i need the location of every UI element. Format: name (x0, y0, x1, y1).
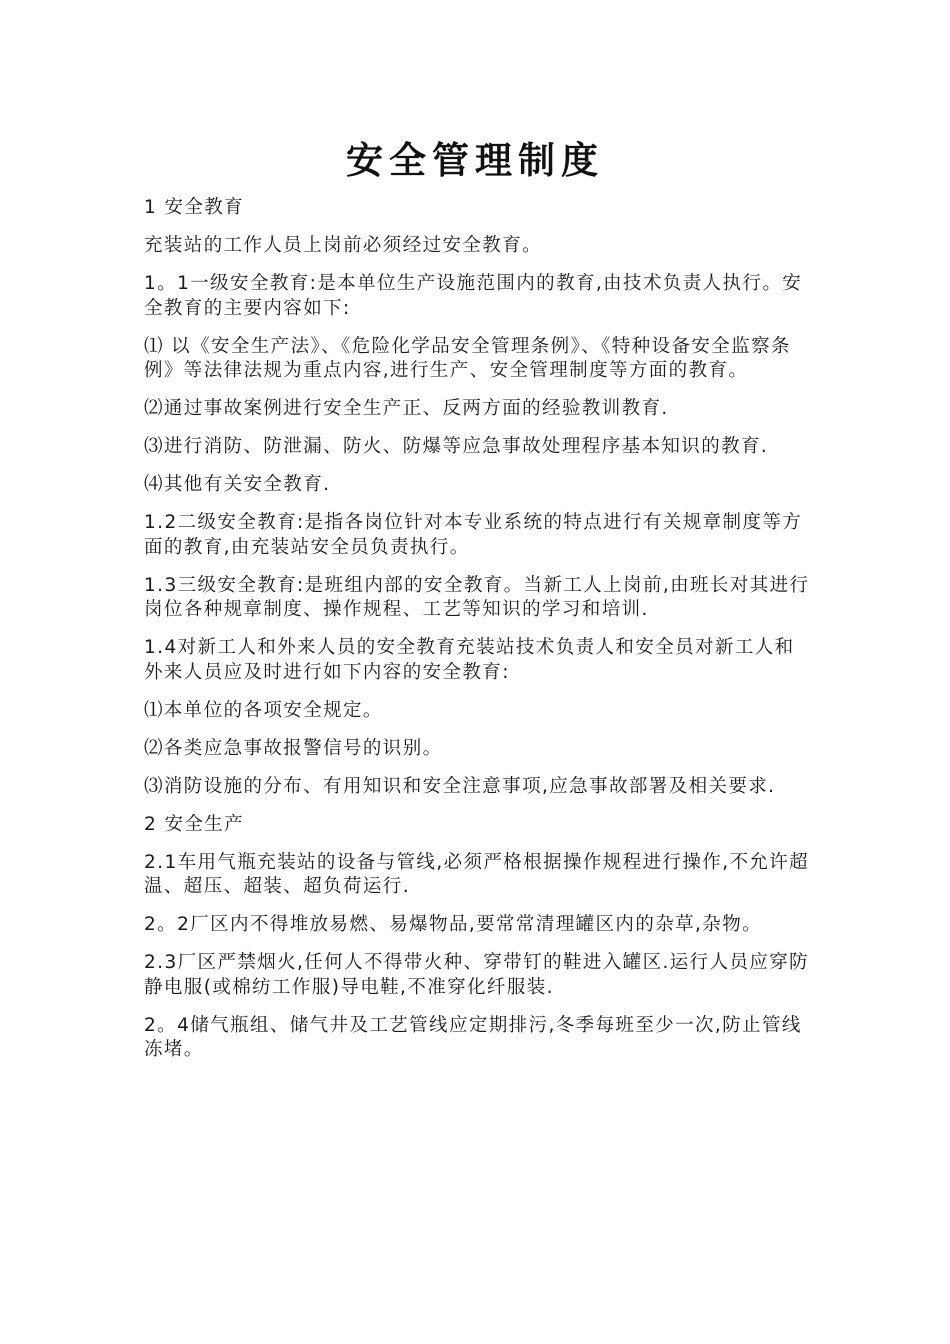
list-item: ⑴本单位的各项安全规定。 (144, 699, 383, 721)
paragraph: 1.3三级安全教育:是班组内部的安全教育。当新工人上岗前,由班长对其进行岗位各种规章制度、操作规程、工艺等知识的学习和培训. (144, 574, 810, 620)
section-heading: 1 安全教育 (144, 197, 245, 218)
list-item: ⑷其他有关安全教育. (144, 474, 331, 495)
paragraph: 2。4储气瓶组、储气井及工艺管线应定期排污,冬季每班至少一次,防止管线冻堵。 (144, 1014, 802, 1060)
list-item: ⑵各类应急事故报警信号的识别。 (144, 737, 443, 759)
document-title: 安全管理制度 (346, 138, 604, 182)
list-item: ⑴ 以《安全生产法》、《危险化学品安全管理条例》、《特种设备安全监察条例》等法律法规为重点内容,进行生产、安全管理制度等方面的教育。 (144, 335, 791, 381)
paragraph: 1.2二级安全教育:是指各岗位针对本专业系统的特点进行有关规章制度等方面的教育,由充装站安全员负责执行。 (144, 512, 803, 558)
paragraph: 2。2厂区内不得堆放易燃、易爆物品,要常常清理罐区内的杂草,杂物。 (144, 914, 763, 935)
list-item: ⑶消防设施的分布、有用知识和安全注意事项,应急事故部署及相关要求. (144, 775, 776, 797)
document-body (144, 196, 812, 1076)
paragraph: 1。1一级安全教育:是本单位生产设施范围内的教育,由技术负责人执行。安全教育的主要内容如下: (144, 273, 803, 319)
paragraph: 2.1车用气瓶充装站的设备与管线,必须严格根据操作规程进行操作,不允许超温、超压、超装、超负荷运行. (144, 851, 810, 897)
list-item: ⑵通过事故案例进行安全生产正、反两方面的经验教训教育. (144, 398, 669, 419)
paragraph: 2.3厂区严禁烟火,任何人不得带火种、穿带钉的鞋进入罐区.运行人员应穿防静电服(或棉纺工作服)导电鞋,不准穿化纤服装. (144, 952, 810, 998)
paragraph: 充装站的工作人员上岗前必须经过安全教育。 (144, 235, 543, 256)
section-heading: 2 安全生产 (144, 813, 245, 835)
list-item: ⑶进行消防、防泄漏、防火、防爆等应急事故处理程序基本知识的教育. (144, 436, 769, 457)
paragraph: 1.4对新工人和外来人员的安全教育充装站技术负责人和安全员对新工人和外来人员应及时进行如下内容的安全教育: (144, 637, 795, 683)
